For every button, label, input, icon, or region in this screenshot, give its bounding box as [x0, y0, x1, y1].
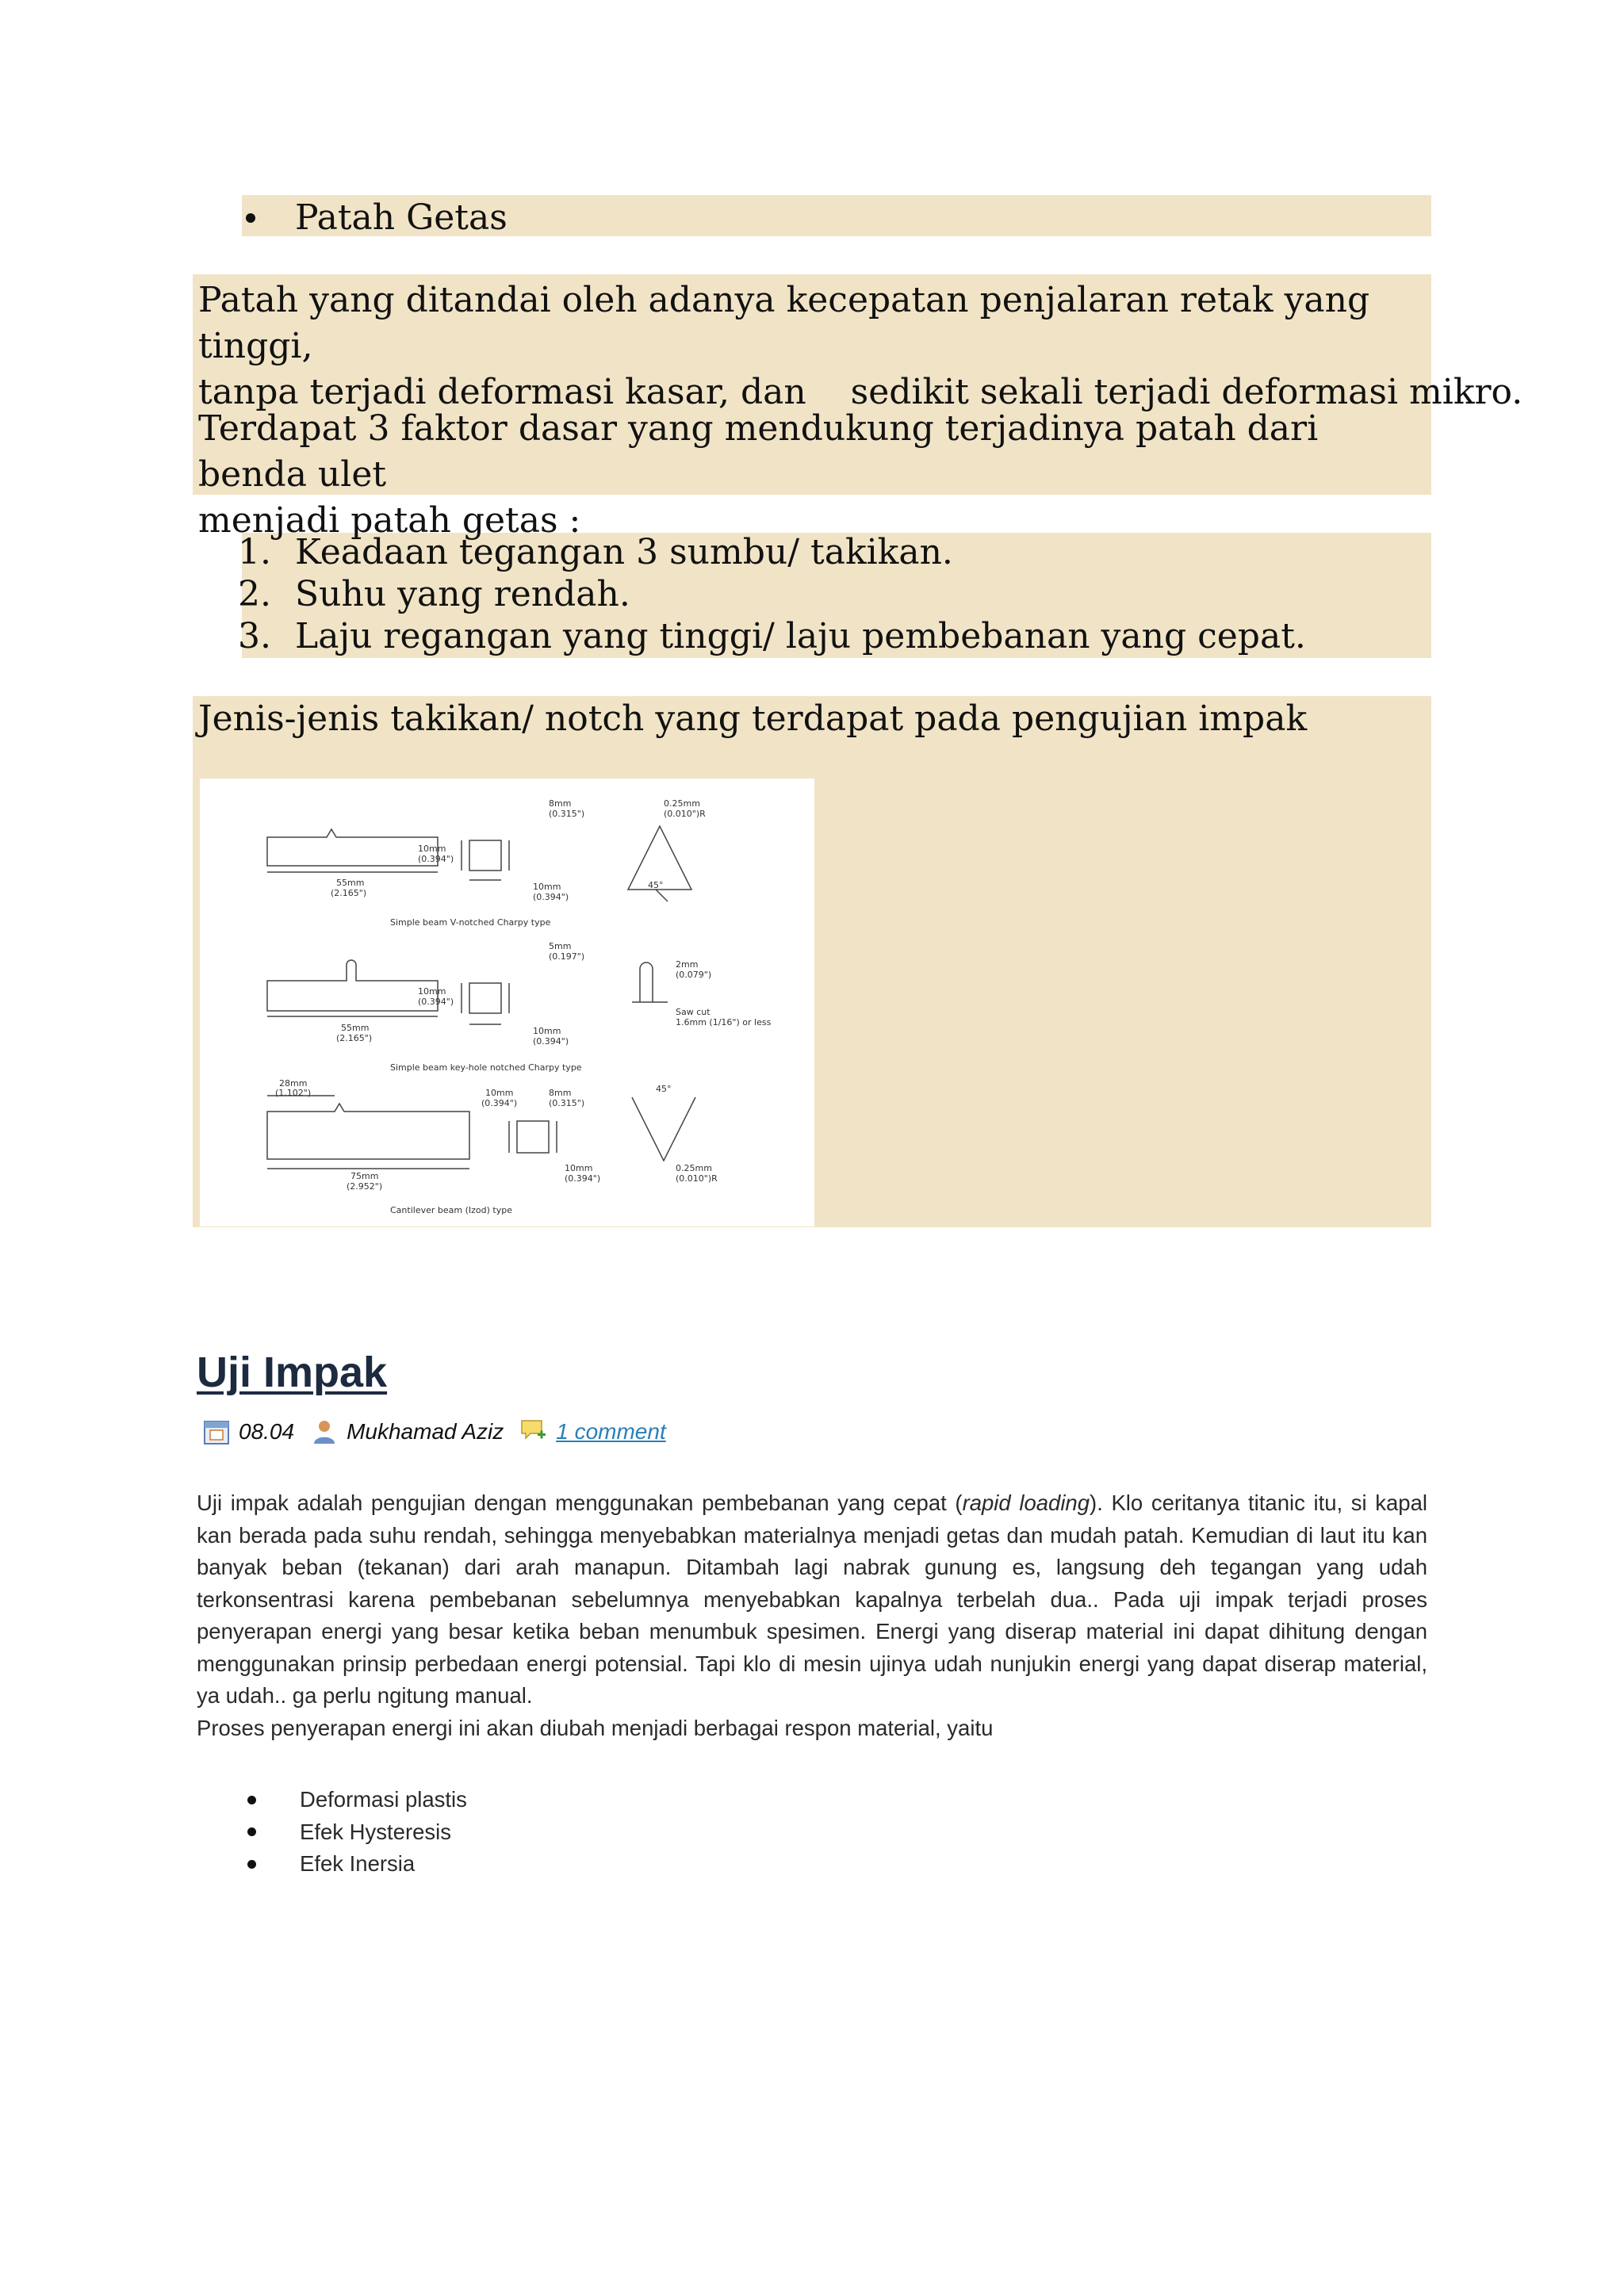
- dim-label: (0.394"): [481, 1098, 518, 1108]
- dim-label: 8mm: [549, 1088, 572, 1098]
- calendar-icon: [202, 1418, 231, 1446]
- text-span: ). Klo ceritanya titanic itu, si kapal kan berada pada suhu rendah, sehingga menyebabkan materialnya menjadi getas dan mudah patah. Kemudian di laut itu kan banyak beban (tekanan) dari arah manapun. Ditambah lagi nabrak gunung es, langsung deh tegangan yang udah terkonsentrasi karena pembebanan sebelumnya menyebabkan kapalnya terbelah dua.. Pada uji impak terjadi proses penyerapan energi yang besar ketika beban menumbuk spesimen. Energi yang diserap material ini dapat dihitung dengan menggunakan prinsip perbedaan energi potensial. Tapi klo di mesin ujinya udah nunjukin energi yang dapat diserap material, ya udah.. ga perlu ngitung manual.: [197, 1490, 1427, 1708]
- dim-label: 10mm: [565, 1163, 593, 1173]
- dim-label: (0.394"): [418, 854, 454, 864]
- user-icon: [310, 1418, 339, 1446]
- bullet-icon: [247, 1860, 256, 1869]
- dim-label: 0.25mm: [676, 1163, 712, 1173]
- list-item-text: Efek Hysteresis: [300, 1819, 452, 1844]
- dim-label: (1.102"): [275, 1088, 312, 1098]
- list-item: [238, 615, 1306, 657]
- dim-label: 45°: [656, 1084, 672, 1094]
- section-heading-bullet: [246, 195, 508, 241]
- list-item: [238, 573, 1306, 615]
- list-number: 3.: [238, 615, 271, 656]
- post-title[interactable]: Uji Impak: [197, 1349, 388, 1396]
- dim-label: (0.315"): [549, 809, 585, 819]
- dim-label: (2.952"): [347, 1181, 383, 1192]
- section-heading: Patah Getas: [295, 197, 508, 238]
- dim-label: 10mm: [485, 1088, 514, 1098]
- dim-label: (0.394"): [418, 997, 454, 1007]
- bullet-icon: [246, 213, 255, 223]
- diagram-caption: Simple beam V-notched Charpy type: [390, 917, 551, 928]
- notch-diagram-svg: [200, 779, 814, 1226]
- list-item-text: Laju regangan yang tinggi/ laju pembebanan yang cepat.: [295, 615, 1306, 656]
- dim-label: 0.25mm: [664, 798, 700, 809]
- responses-list: [247, 1784, 467, 1881]
- dim-label: 55mm: [336, 878, 365, 888]
- factors-intro-paragraph: [198, 406, 1419, 544]
- dim-label: (0.010")R: [664, 809, 706, 819]
- paragraph-line: Terdapat 3 faktor dasar yang mendukung terjadinya patah dari benda ulet: [198, 408, 1319, 495]
- dim-label: 10mm: [418, 844, 446, 854]
- list-item: [238, 531, 1306, 573]
- post-date: 08.04: [239, 1419, 295, 1444]
- dim-label: (0.010")R: [676, 1173, 718, 1184]
- comment-add-icon: [519, 1418, 548, 1446]
- list-item-text: Deformasi plastis: [300, 1787, 467, 1812]
- dim-label: 10mm: [533, 882, 561, 892]
- bullet-icon: [247, 1827, 256, 1836]
- list-item-text: Keadaan tegangan 3 sumbu/ takikan.: [295, 531, 953, 572]
- dim-label: 10mm: [533, 1026, 561, 1036]
- paragraph-line: Patah yang ditandai oleh adanya kecepatan penjalaran retak yang tinggi,: [198, 280, 1370, 366]
- dim-label: 5mm: [549, 941, 572, 951]
- list-item-text: Efek Inersia: [300, 1851, 416, 1877]
- post-author: Mukhamad Aziz: [347, 1419, 504, 1444]
- post-paragraph: [197, 1487, 1427, 1712]
- notch-types-diagram: [200, 779, 814, 1226]
- list-item-text: Suhu yang rendah.: [295, 573, 630, 614]
- comments-link[interactable]: 1 comment: [556, 1419, 666, 1444]
- dim-label: (0.394"): [533, 1036, 569, 1047]
- paragraph-line: tanpa terjadi deformasi kasar, dan sedikit sekali terjadi deformasi mikro.: [198, 372, 1523, 412]
- dim-label: Saw cut: [676, 1007, 710, 1017]
- definition-paragraph: [198, 277, 1523, 415]
- text-span: Uji impak adalah pengujian dengan menggunakan pembebanan yang cepat (: [197, 1490, 963, 1515]
- list-item: [247, 1816, 467, 1849]
- dim-label: 28mm: [279, 1078, 308, 1089]
- list-number: 2.: [238, 573, 271, 614]
- dim-label: 8mm: [549, 798, 572, 809]
- post-paragraph: Proses penyerapan energi ini akan diubah menjadi berbagai respon material, yaitu: [197, 1715, 994, 1740]
- diagram-caption: Cantilever beam (Izod) type: [390, 1205, 512, 1215]
- italic-term: rapid loading: [962, 1490, 1090, 1515]
- diagram-caption: Simple beam key-hole notched Charpy type: [390, 1062, 582, 1073]
- dim-label: 10mm: [418, 986, 446, 997]
- dim-label: (2.165"): [331, 888, 367, 898]
- dim-label: (0.394"): [533, 892, 569, 902]
- factors-list: [238, 531, 1306, 657]
- paragraph-line: menjadi patah getas :: [198, 500, 581, 541]
- dim-label: (2.165"): [336, 1033, 373, 1043]
- dim-label: 2mm: [676, 959, 699, 970]
- dim-label: 55mm: [341, 1023, 370, 1033]
- dim-label: (0.079"): [676, 970, 712, 980]
- list-item: [247, 1784, 467, 1816]
- post-meta: [202, 1418, 666, 1446]
- dim-label: (0.394"): [565, 1173, 601, 1184]
- dim-label: (0.315"): [549, 1098, 585, 1108]
- dim-label: (0.197"): [549, 951, 585, 962]
- bullet-icon: [247, 1796, 256, 1804]
- dim-label: 75mm: [350, 1171, 379, 1181]
- post-body: [197, 1487, 1427, 1744]
- dim-label: 45°: [648, 880, 664, 890]
- list-item: [247, 1848, 467, 1881]
- list-number: 1.: [238, 531, 271, 572]
- notch-caption: Jenis-jenis takikan/ notch yang terdapat pada pengujian impak: [198, 698, 1308, 739]
- dim-label: 1.6mm (1/16") or less: [676, 1017, 772, 1027]
